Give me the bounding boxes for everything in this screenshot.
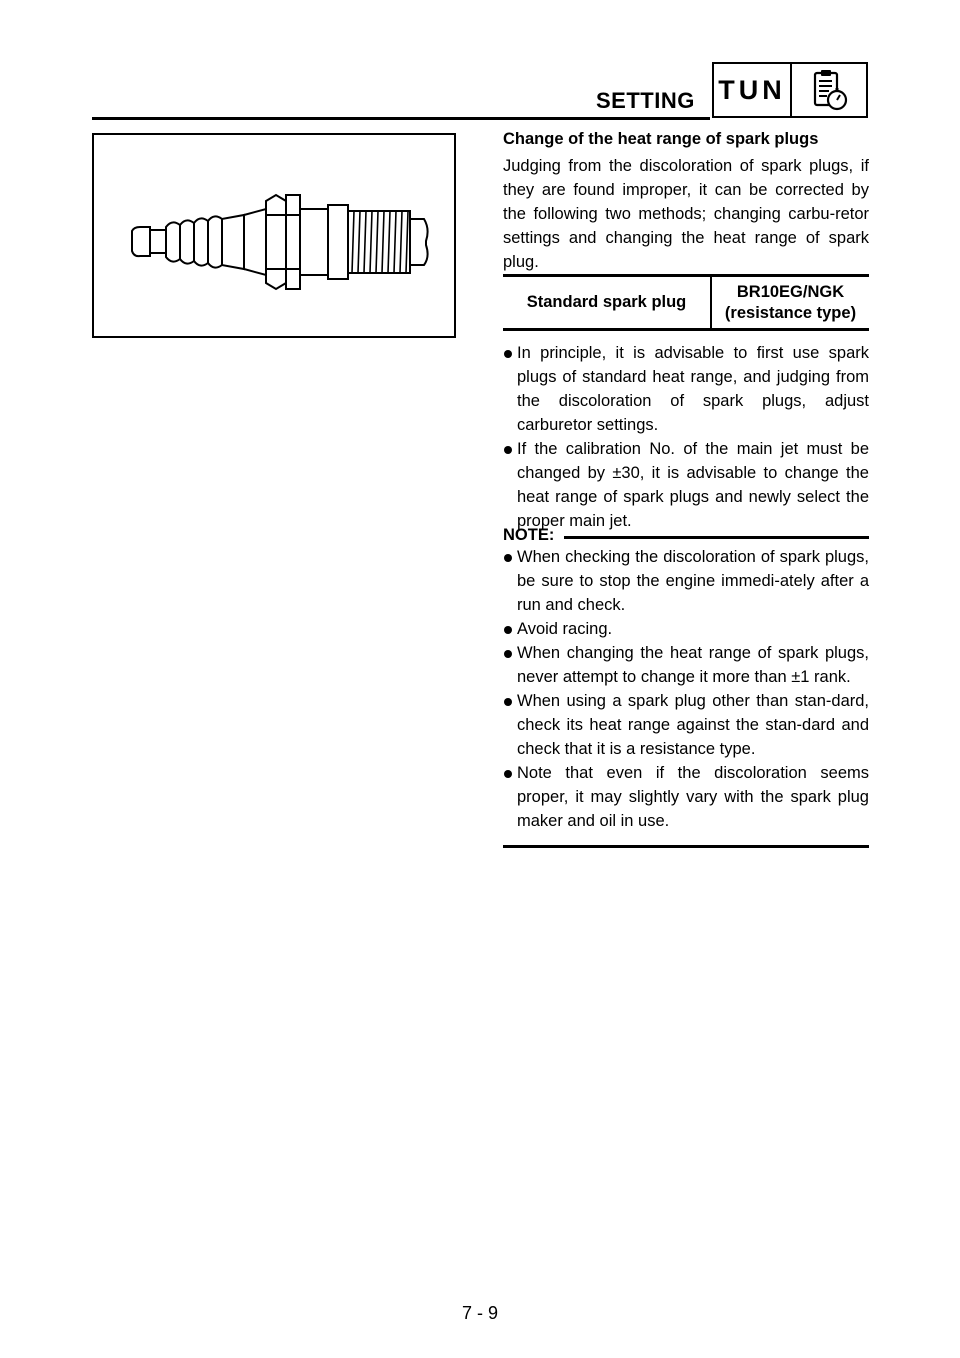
section-title: SETTING (596, 88, 695, 113)
spark-plug-illustration (94, 135, 458, 340)
spec-table (503, 274, 869, 331)
spec-value-line2: (resistance type) (724, 303, 857, 322)
intro-paragraph: Judging from the discoloration of spark plugs, if they are found improper, it can be corrected by the following two methods; changing carbu-retor settings and changing the heat range of spark plug. (503, 157, 869, 271)
bullet-icon (504, 446, 512, 454)
bullet-icon (504, 554, 512, 562)
list-item: If the calibration No. of the main jet must be changed by ±30, it is advisable to change the heat range of spark plugs and newly select the proper main jet. (503, 437, 869, 533)
bullet-icon (504, 698, 512, 706)
spec-value-line1: BR10EG/NGK (736, 282, 845, 301)
list-item: In principle, it is advisable to first use spark plugs of standard heat range, and judging from the discoloration of spark plugs, adjust carburetor settings. (503, 341, 869, 437)
note-list (503, 545, 869, 833)
list-item: When using a spark plug other than stan-dard, check its heat range against the stan-dard and check that it is a resistance type. (503, 689, 869, 761)
section-tab (712, 62, 868, 118)
spark-plug-figure (92, 133, 456, 338)
bullet-icon (504, 626, 512, 634)
spec-value (712, 277, 869, 328)
note-rule (564, 536, 869, 539)
note-end-rule (503, 845, 869, 848)
section-code: TUN (714, 64, 792, 116)
list-item: When changing the heat range of spark plugs, never attempt to change it more than ±1 rank. (503, 641, 869, 689)
header-rule (92, 117, 710, 120)
bullet-icon (504, 770, 512, 778)
bullet-icon (504, 650, 512, 658)
list-item: Avoid racing. (503, 617, 869, 641)
spec-label: Standard spark plug (503, 277, 712, 328)
bullet-list (503, 341, 869, 533)
section-heading: Change of the heat range of spark plugs (503, 130, 819, 148)
clipboard-stopwatch-icon (792, 64, 866, 116)
list-item: When checking the discoloration of spark plugs, be sure to stop the engine immedi-ately after a run and check. (503, 545, 869, 617)
bullet-icon (504, 350, 512, 358)
note-heading (503, 526, 869, 545)
note-label: NOTE: (503, 526, 555, 544)
list-item: Note that even if the discoloration seems proper, it may slightly vary with the spark plug maker and oil in use. (503, 761, 869, 833)
page-number: 7 - 9 (461, 1303, 499, 1323)
